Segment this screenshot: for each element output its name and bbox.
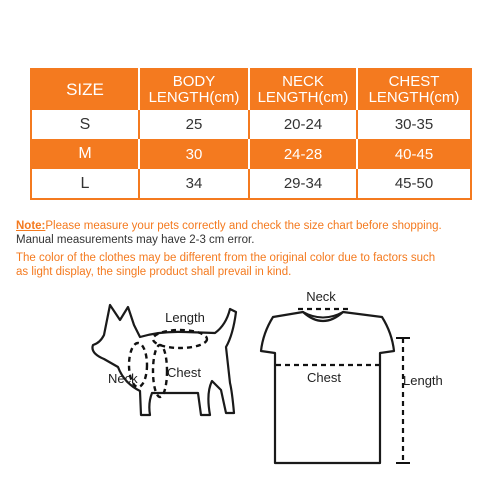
header-neck-line2: LENGTH(cm): [257, 89, 349, 106]
note-line1: Please measure your pets correctly and check the size chart before shopping.: [45, 220, 442, 232]
shirt-neck-label: Neck: [306, 289, 336, 304]
header-neck-length: [249, 69, 357, 110]
cell-neck-length: 24-28: [249, 139, 357, 169]
table-header-row: [31, 69, 471, 110]
header-chest-line1: CHEST: [388, 73, 440, 90]
header-body-line2: LENGTH(cm): [148, 89, 240, 106]
cell-size: M: [31, 139, 139, 169]
header-size-label: SIZE: [66, 80, 104, 99]
header-chest-line2: LENGTH(cm): [368, 89, 460, 106]
header-size: [31, 69, 139, 110]
table-row: [31, 169, 471, 199]
cell-neck-length: 29-34: [249, 169, 357, 199]
dog-chest-label: Chest: [167, 365, 201, 380]
cell-size: L: [31, 169, 139, 199]
cell-neck-length: 20-24: [249, 110, 357, 139]
cell-size: S: [31, 110, 139, 139]
header-neck-line1: NECK: [282, 73, 324, 90]
table-row: [31, 110, 471, 139]
cell-chest-length: 30-35: [357, 110, 471, 139]
cell-body-length: 34: [139, 169, 249, 199]
measurement-note: [16, 219, 490, 247]
color-note-line2: as light display, the single product shall prevail in kind.: [16, 266, 292, 278]
cell-body-length: 25: [139, 110, 249, 139]
header-chest-length: [357, 69, 471, 110]
cell-chest-length: 45-50: [357, 169, 471, 199]
color-note-line1: The color of the clothes may be different from the original color due to factors such: [16, 252, 436, 264]
header-body-length: [139, 69, 249, 110]
dog-length-label: Length: [165, 310, 205, 325]
measurement-diagram: [0, 285, 500, 495]
shirt-length-label: Length: [403, 373, 443, 388]
cell-chest-length: 40-45: [357, 139, 471, 169]
note-tag: Note:: [16, 220, 46, 232]
color-disclaimer: [16, 251, 490, 279]
note-line2: Manual measurements may have 2-3 cm error.: [16, 234, 255, 246]
chest-dashed-line: [153, 345, 167, 397]
size-chart-table: [30, 68, 472, 200]
header-body-line1: BODY: [172, 73, 216, 90]
table-row: [31, 139, 471, 169]
cell-body-length: 30: [139, 139, 249, 169]
dog-neck-label: Neck: [108, 371, 138, 386]
tshirt-icon: [261, 312, 394, 463]
shirt-chest-label: Chest: [307, 370, 341, 385]
